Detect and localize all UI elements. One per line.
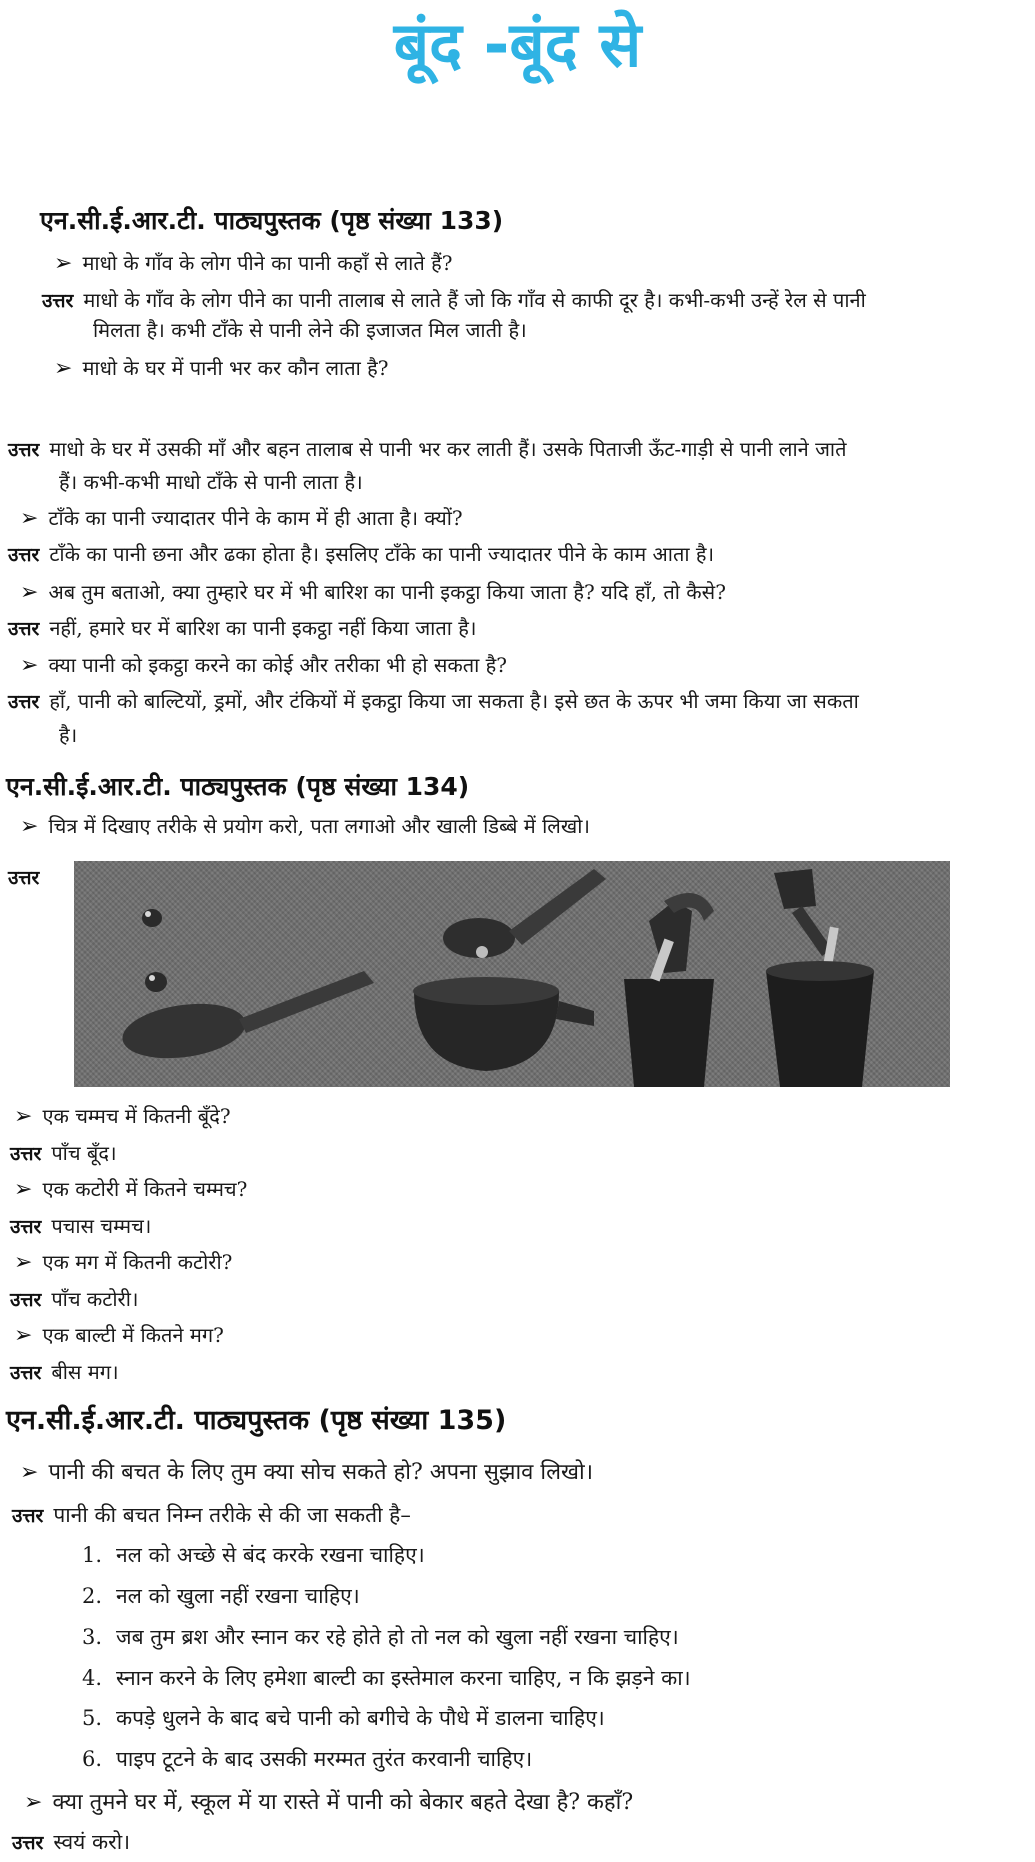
question: ➢ अब तुम बताओ, क्या तुम्हारे घर में भी बारिश का पानी इकट्ठा किया जाता है? यदि हाँ, तो कैसे? xyxy=(20,580,726,605)
answer: उत्तर पानी की बचत निम्न तरीके से की जा सकती है– xyxy=(12,1503,411,1527)
list-item: 4. स्नान करने के लिए हमेशा बाल्टी का इस्तेमाल करना चाहिए, न कि झड़ने का। xyxy=(82,1666,691,1690)
question: ➢ टाँके का पानी ज्यादातर पीने के काम में ही आता है। क्यों? xyxy=(20,506,463,531)
arrow-bullet-icon: ➢ xyxy=(54,251,73,276)
question: ➢ एक चम्मच में कितनी बूँदे? xyxy=(14,1104,231,1129)
answer: उत्तर माधो के गाँव के लोग पीने का पानी तालाब से लाते हैं जो कि गाँव से काफी दूर है। कभी-कभी उन्हें रेल से पानी xyxy=(42,288,866,312)
answer: उत्तर पाँच बूँद। xyxy=(10,1141,117,1165)
arrow-bullet-icon: ➢ xyxy=(14,1177,33,1202)
arrow-bullet-icon: ➢ xyxy=(24,1790,43,1815)
answer: उत्तर पाँच कटोरी। xyxy=(10,1287,139,1311)
answer: उत्तर स्वयं करो। xyxy=(12,1830,131,1854)
arrow-bullet-icon: ➢ xyxy=(20,580,39,605)
list-item: 2. नल को खुला नहीं रखना चाहिए। xyxy=(82,1584,360,1608)
arrow-bullet-icon: ➢ xyxy=(14,1250,33,1275)
answer-continuation: हैं। कभी-कभी माधो टाँके से पानी लाता है। xyxy=(59,470,363,494)
list-item: 5. कपड़े धुलने के बाद बचे पानी को बगीचे के पौधे में डालना चाहिए। xyxy=(82,1706,605,1730)
question: ➢ एक बाल्टी में कितने मग? xyxy=(14,1323,224,1348)
answer: उत्तर टाँके का पानी छना और ढका होता है। इसलिए टाँके का पानी ज्यादातर पीने के काम आता है। xyxy=(8,542,715,566)
section-heading-135: एन.सी.ई.आर.टी. पाठ्यपुस्तक (पृष्ठ संख्या 135) xyxy=(6,1405,507,1436)
question: ➢ क्या पानी को इकट्ठा करने का कोई और तरीका भी हो सकता है? xyxy=(20,653,508,678)
list-item: 1. नल को अच्छे से बंद करके रखना चाहिए। xyxy=(82,1543,425,1567)
spoon-bowl-mug-bucket-illustration xyxy=(74,861,950,1087)
question: ➢ माधो के गाँव के लोग पीने का पानी कहाँ से लाते हैं? xyxy=(54,251,453,276)
question: ➢ क्या तुमने घर में, स्कूल में या रास्ते में पानी को बेकार बहते देखा है? कहाँ? xyxy=(24,1790,634,1815)
arrow-bullet-icon: ➢ xyxy=(54,356,73,381)
arrow-bullet-icon: ➢ xyxy=(14,1104,33,1129)
page-title: बूंद -बूंद से xyxy=(393,8,642,81)
section-heading-134: एन.सी.ई.आर.टी. पाठ्यपुस्तक (पृष्ठ संख्या 134) xyxy=(6,772,470,801)
section-heading-133: एन.सी.ई.आर.टी. पाठ्यपुस्तक (पृष्ठ संख्या 133) xyxy=(40,206,504,235)
answer: उत्तर नहीं, हमारे घर में बारिश का पानी इकट्ठा नहीं किया जाता है। xyxy=(8,616,477,640)
arrow-bullet-icon: ➢ xyxy=(14,1323,33,1348)
arrow-bullet-icon: ➢ xyxy=(20,653,39,678)
list-item: 6. पाइप टूटने के बाद उसकी मरम्मत तुरंत करवानी चाहिए। xyxy=(82,1747,533,1771)
answer: उत्तर बीस मग। xyxy=(10,1360,119,1384)
question: ➢ माधो के घर में पानी भर कर कौन लाता है? xyxy=(54,356,389,381)
question: ➢ एक कटोरी में कितने चम्मच? xyxy=(14,1177,248,1202)
arrow-bullet-icon: ➢ xyxy=(20,506,39,531)
answer: उत्तर हाँ, पानी को बाल्टियों, ड्रमों, और टंकियों में इकट्ठा किया जा सकता है। इसे छत के ऊपर भी जमा किया जा सकता xyxy=(8,689,859,713)
arrow-bullet-icon: ➢ xyxy=(20,1460,39,1485)
list-item: 3. जब तुम ब्रश और स्नान कर रहे होते हो तो नल को खुला नहीं रखना चाहिए। xyxy=(82,1625,679,1649)
answer: उत्तर पचास चम्मच। xyxy=(10,1214,152,1238)
experiment-photo xyxy=(74,861,950,1087)
question: ➢ चित्र में दिखाए तरीके से प्रयोग करो, पता लगाओ और खाली डिब्बे में लिखो। xyxy=(20,814,590,839)
question: ➢ एक मग में कितनी कटोरी? xyxy=(14,1250,233,1275)
answer-continuation: है। xyxy=(59,723,78,747)
answer: उत्तर xyxy=(8,867,40,889)
answer-continuation: मिलता है। कभी टाँके से पानी लेने की इजाजत मिल जाती है। xyxy=(93,318,527,342)
answer: उत्तर माधो के घर में उसकी माँ और बहन तालाब से पानी भर कर लाती हैं। उसके पिताजी ऊँट-गाड़ी से पानी लाने जाते xyxy=(8,437,847,461)
question: ➢ पानी की बचत के लिए तुम क्या सोच सकते हो? अपना सुझाव लिखो। xyxy=(20,1460,594,1485)
arrow-bullet-icon: ➢ xyxy=(20,814,39,839)
